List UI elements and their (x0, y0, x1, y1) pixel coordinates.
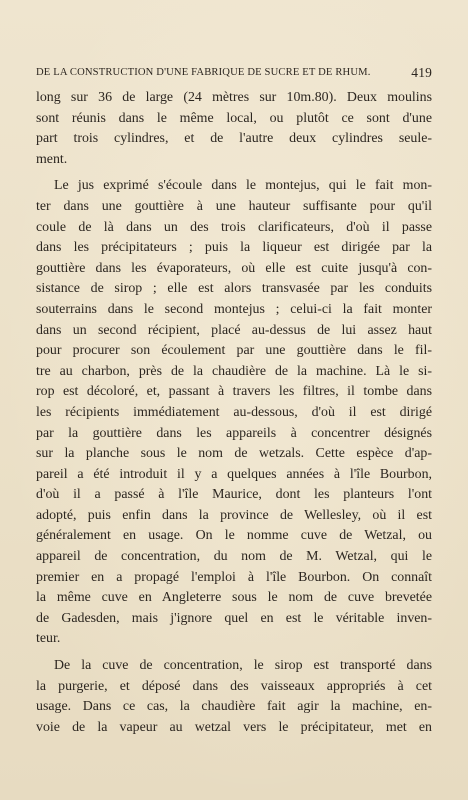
text-line: pareil a été introduit il y a quelques années à l'île Bourbon, (36, 466, 432, 482)
text-line: appareil de concentration, du nom de M. Wetzal, qui le (36, 549, 432, 565)
text-line: adopté, puis enfin dans la province de Wellesley, où il est (36, 507, 432, 523)
text-line: généralement en usage. On le nomme cuve de Wetzal, ou (36, 528, 432, 544)
text-line: ment. (36, 151, 68, 167)
text-line: sur la planche sous le nom de wetzals. Cette espèce d'ap- (36, 446, 432, 462)
text-line: dans les précipitateurs ; puis la liqueur est dirigée par la (36, 240, 432, 256)
text-line: pour procurer son écoulement par une gouttière dans le fil- (36, 343, 432, 359)
page-number: 419 (411, 65, 432, 80)
text-line: d'où il a passé à l'île Maurice, dont les planteurs l'ont (36, 487, 432, 503)
running-header (36, 67, 432, 83)
paragraph-3 (36, 656, 432, 738)
text-line: voie de la vapeur au wetzal vers le précipitateur, met en (36, 719, 432, 735)
paragraph-1 (36, 88, 432, 170)
text-line: gouttière dans les évaporateurs, où elle est cuite jusqu'à con- (36, 260, 432, 276)
text-line: tre au charbon, près de la chaudière de la machine. Là le si- (36, 363, 432, 379)
text-line: De la cuve de concentration, le sirop est transporté dans (54, 658, 432, 674)
text-line: rop est décoloré, et, passant à travers les filtres, il tombe dans (36, 384, 432, 400)
text-line: usage. Dans ce cas, la chaudière fait agir la machine, en- (36, 699, 432, 715)
text-line: premier en a propagé l'emploi à l'île Bourbon. On connaît (36, 569, 432, 585)
text-line: Le jus exprimé s'écoule dans le montejus, qui le fait mon- (54, 178, 432, 194)
text-line: la même cuve en Angleterre sous le nom de cuve brevetée (36, 590, 432, 606)
text-line: sont réunis dans le même local, ou plutôt ce sont d'une (36, 110, 432, 126)
body-text (36, 88, 432, 738)
text-line: sistance de sirop ; elle est alors transvasée par les conduits (36, 281, 432, 297)
text-line: dans un second récipient, placé au-dessus de lui assez haut (36, 322, 432, 338)
running-title: DE LA CONSTRUCTION D'UNE FABRIQUE DE SUCRE ET DE RHUM. (36, 67, 371, 78)
text-line: part trois cylindres, et de l'autre deux cylindres seule- (36, 131, 432, 147)
paragraph-2 (36, 176, 432, 650)
text-line: les récipients immédiatement au-dessous, d'où il est dirigé (36, 404, 432, 420)
text-line: long sur 36 de large (24 mètres sur 10m.80). Deux moulins (36, 90, 432, 105)
text-line: la purgerie, et déposé dans des vaisseaux appropriés à cet (36, 678, 432, 694)
text-line: par la gouttière dans les appareils à concentrer désignés (36, 425, 432, 441)
text-line: de Gadesden, mais j'ignore quel en est le véritable inven- (36, 610, 432, 626)
text-line: ter dans une gouttière à une hauteur suffisante pour qu'il (36, 198, 432, 214)
text-line: teur. (36, 631, 61, 647)
text-line: coule de là dans un des trois clarificateurs, d'où il passe (36, 219, 432, 235)
text-line: souterrains dans le second montejus ; celui-ci la fait monter (36, 301, 432, 317)
